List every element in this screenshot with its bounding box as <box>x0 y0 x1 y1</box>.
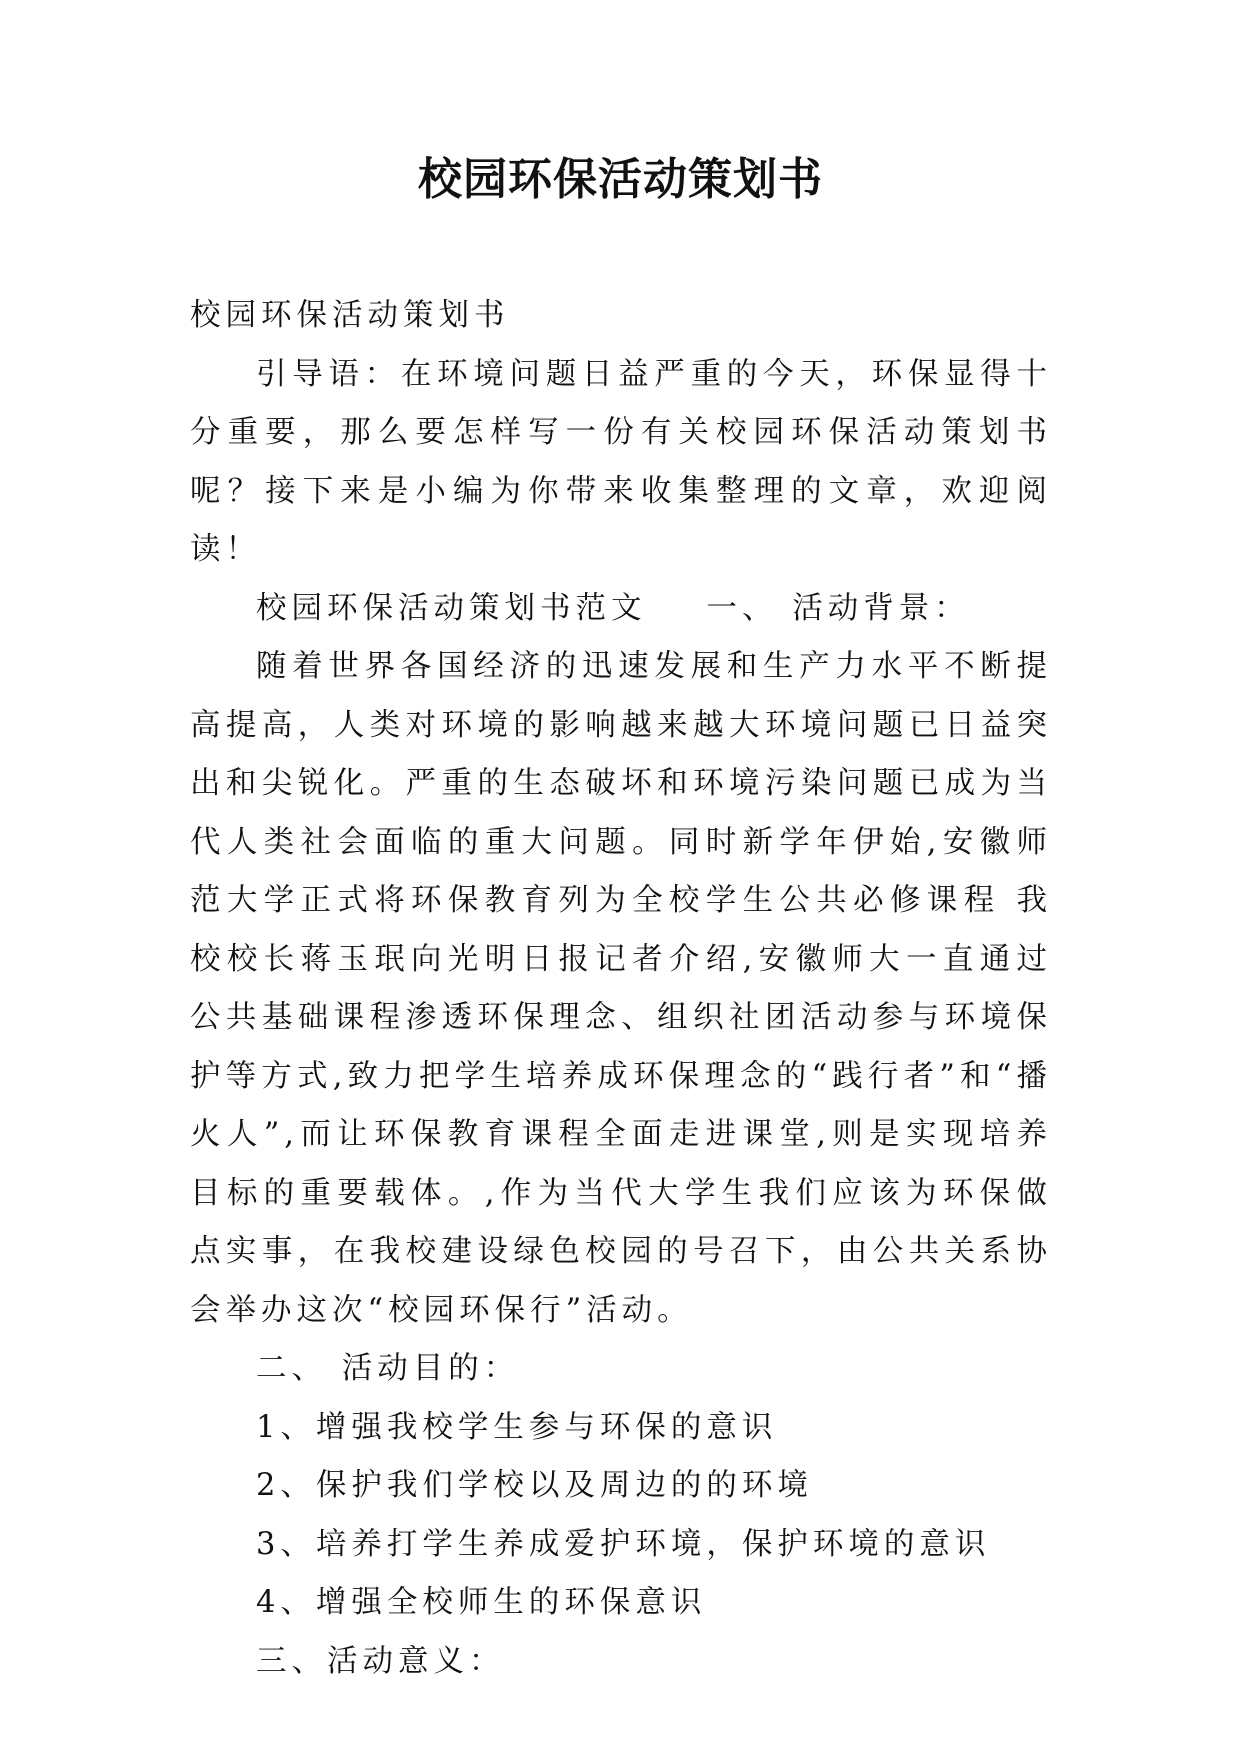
sample-heading-line <box>190 580 1052 639</box>
document-body <box>190 287 1052 1691</box>
intro-paragraph: 引导语：在环境问题日益严重的今天，环保显得十分重要，那么要怎样写一份有关校园环保活动策划书呢？接下来是小编为你带来收集整理的文章，欢迎阅读！ <box>190 356 1052 567</box>
document-title: 校园环保活动策划书 <box>418 154 823 205</box>
goal-item: 4、增强全校师生的环保意识 <box>256 1585 707 1620</box>
section-1-heading: 一、 活动背景： <box>706 590 970 626</box>
document-subtitle: 校园环保活动策划书 <box>190 298 510 333</box>
section-2-heading: 二、 活动目的： <box>256 1351 520 1386</box>
background-paragraph: 随着世界各国经济的迅速发展和生产力水平不断提高提高，人类对环境的影响越来越大环境问题已日益突出和尖锐化。严重的生态破坏和环境污染问题已成为当代人类社会面临的重大问题。同时新学年伊始,安徽师范大学正式将环保教育列为全校学生公共必修课程 我校校长蒋玉珉向光明日报记者介绍,安徽师大一直通过公共基础课程渗透环保理念、组织社团活动参与环境保护等方式,致力把学生培养成环保理念的“践行者”和“播火人”,而让环保教育课程全面走进课堂,则是实现培养目标的重要载体。,作为当代大学生我们应该为环保做点实事，在我校建设绿色校园的号召下，由公共关系协会举办这次“校园环保行”活动。 <box>190 649 1052 1328</box>
section-3-heading: 三、活动意义： <box>256 1643 505 1679</box>
sample-heading: 校园环保活动策划书范文 <box>256 590 647 626</box>
goal-item: 3、培养打学生养成爱护环境，保护环境的意识 <box>256 1526 991 1562</box>
goal-item: 1、增强我校学生参与环保的意识 <box>256 1409 778 1445</box>
goal-item: 2、保护我们学校以及周边的的环境 <box>256 1468 813 1503</box>
